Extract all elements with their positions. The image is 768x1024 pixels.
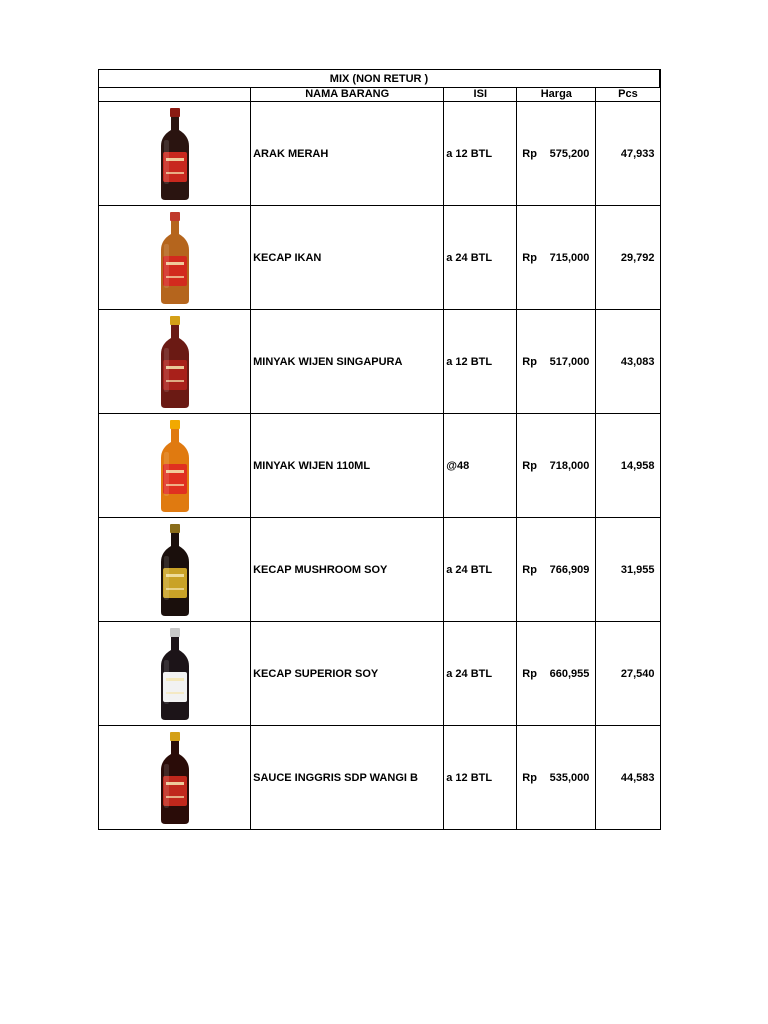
product-harga: 535,000	[549, 771, 590, 784]
bottle-highlight	[164, 556, 169, 600]
bottle-highlight	[164, 140, 169, 184]
product-pcs: 47,933	[596, 102, 660, 206]
table-row	[99, 414, 661, 518]
price-list-sheet	[98, 69, 661, 830]
product-harga: 766,909	[549, 563, 590, 576]
currency-label: Rp	[522, 771, 537, 784]
sesame-oil-bottle-icon	[155, 314, 195, 410]
fish-sauce-bottle-icon	[155, 210, 195, 306]
table-row	[99, 310, 661, 414]
header-name: NAMA BARANG	[251, 88, 444, 102]
bottle-highlight	[164, 348, 169, 392]
table-header-row	[99, 88, 661, 102]
price-table	[98, 69, 661, 830]
product-name: ARAK MERAH	[251, 102, 444, 206]
mushroom-soy-bottle-icon	[155, 522, 195, 618]
product-harga: 660,955	[549, 667, 590, 680]
bottle-highlight	[164, 452, 169, 496]
product-pcs: 29,792	[596, 206, 660, 310]
product-isi: a 12 BTL	[444, 726, 517, 830]
product-pcs: 43,083	[596, 310, 660, 414]
product-name: KECAP MUSHROOM SOY	[251, 518, 444, 622]
currency-label: Rp	[522, 355, 537, 368]
bottle-cap	[170, 316, 180, 325]
currency-label: Rp	[522, 459, 537, 472]
bottle-cap	[170, 420, 180, 429]
product-isi: a 24 BTL	[444, 518, 517, 622]
product-pcs: 27,540	[596, 622, 660, 726]
product-harga: 718,000	[549, 459, 590, 472]
bottle-cap	[170, 524, 180, 533]
bottle-cap	[170, 108, 180, 117]
product-image-cell	[99, 206, 251, 310]
product-name: MINYAK WIJEN 110ML	[251, 414, 444, 518]
product-pcs: 14,958	[596, 414, 660, 518]
product-image-cell	[99, 726, 251, 830]
bottle-highlight	[164, 660, 169, 704]
product-harga-cell	[517, 518, 596, 622]
product-isi: a 24 BTL	[444, 206, 517, 310]
header-image	[99, 88, 251, 102]
product-image-cell	[99, 622, 251, 726]
bottle-cap	[170, 732, 180, 741]
superior-soy-bottle-icon	[155, 626, 195, 722]
product-harga-cell	[517, 414, 596, 518]
currency-label: Rp	[522, 147, 537, 160]
worcestershire-sauce-bottle-icon	[155, 730, 195, 826]
table-row	[99, 102, 661, 206]
header-harga: Harga	[517, 88, 596, 102]
product-name: SAUCE INGGRIS SDP WANGI B	[251, 726, 444, 830]
bottle-cap	[170, 212, 180, 221]
product-harga-cell	[517, 206, 596, 310]
product-harga-cell	[517, 310, 596, 414]
product-name: KECAP SUPERIOR SOY	[251, 622, 444, 726]
bottle-highlight	[164, 764, 169, 808]
red-wine-bottle-icon	[155, 106, 195, 202]
header-isi: ISI	[444, 88, 517, 102]
product-harga-cell	[517, 726, 596, 830]
product-isi: a 12 BTL	[444, 310, 517, 414]
table-row	[99, 206, 661, 310]
product-image-cell	[99, 310, 251, 414]
currency-label: Rp	[522, 563, 537, 576]
product-isi: a 24 BTL	[444, 622, 517, 726]
product-isi: a 12 BTL	[444, 102, 517, 206]
table-title: MIX (NON RETUR )	[99, 70, 661, 88]
product-image-cell	[99, 102, 251, 206]
table-row	[99, 518, 661, 622]
header-pcs: Pcs	[596, 88, 660, 102]
product-pcs: 44,583	[596, 726, 660, 830]
bottle-cap	[170, 628, 180, 637]
bottle-highlight	[164, 244, 169, 288]
product-isi: @48	[444, 414, 517, 518]
table-row	[99, 726, 661, 830]
product-image-cell	[99, 414, 251, 518]
product-name: KECAP IKAN	[251, 206, 444, 310]
product-harga: 575,200	[549, 147, 590, 160]
currency-label: Rp	[522, 251, 537, 264]
product-image-cell	[99, 518, 251, 622]
product-pcs: 31,955	[596, 518, 660, 622]
product-harga-cell	[517, 102, 596, 206]
product-harga: 715,000	[549, 251, 590, 264]
product-harga: 517,000	[549, 355, 590, 368]
table-title-row	[99, 70, 661, 88]
product-harga-cell	[517, 622, 596, 726]
product-name: MINYAK WIJEN SINGAPURA	[251, 310, 444, 414]
currency-label: Rp	[522, 667, 537, 680]
table-row	[99, 622, 661, 726]
sesame-oil-small-bottle-icon	[155, 418, 195, 514]
